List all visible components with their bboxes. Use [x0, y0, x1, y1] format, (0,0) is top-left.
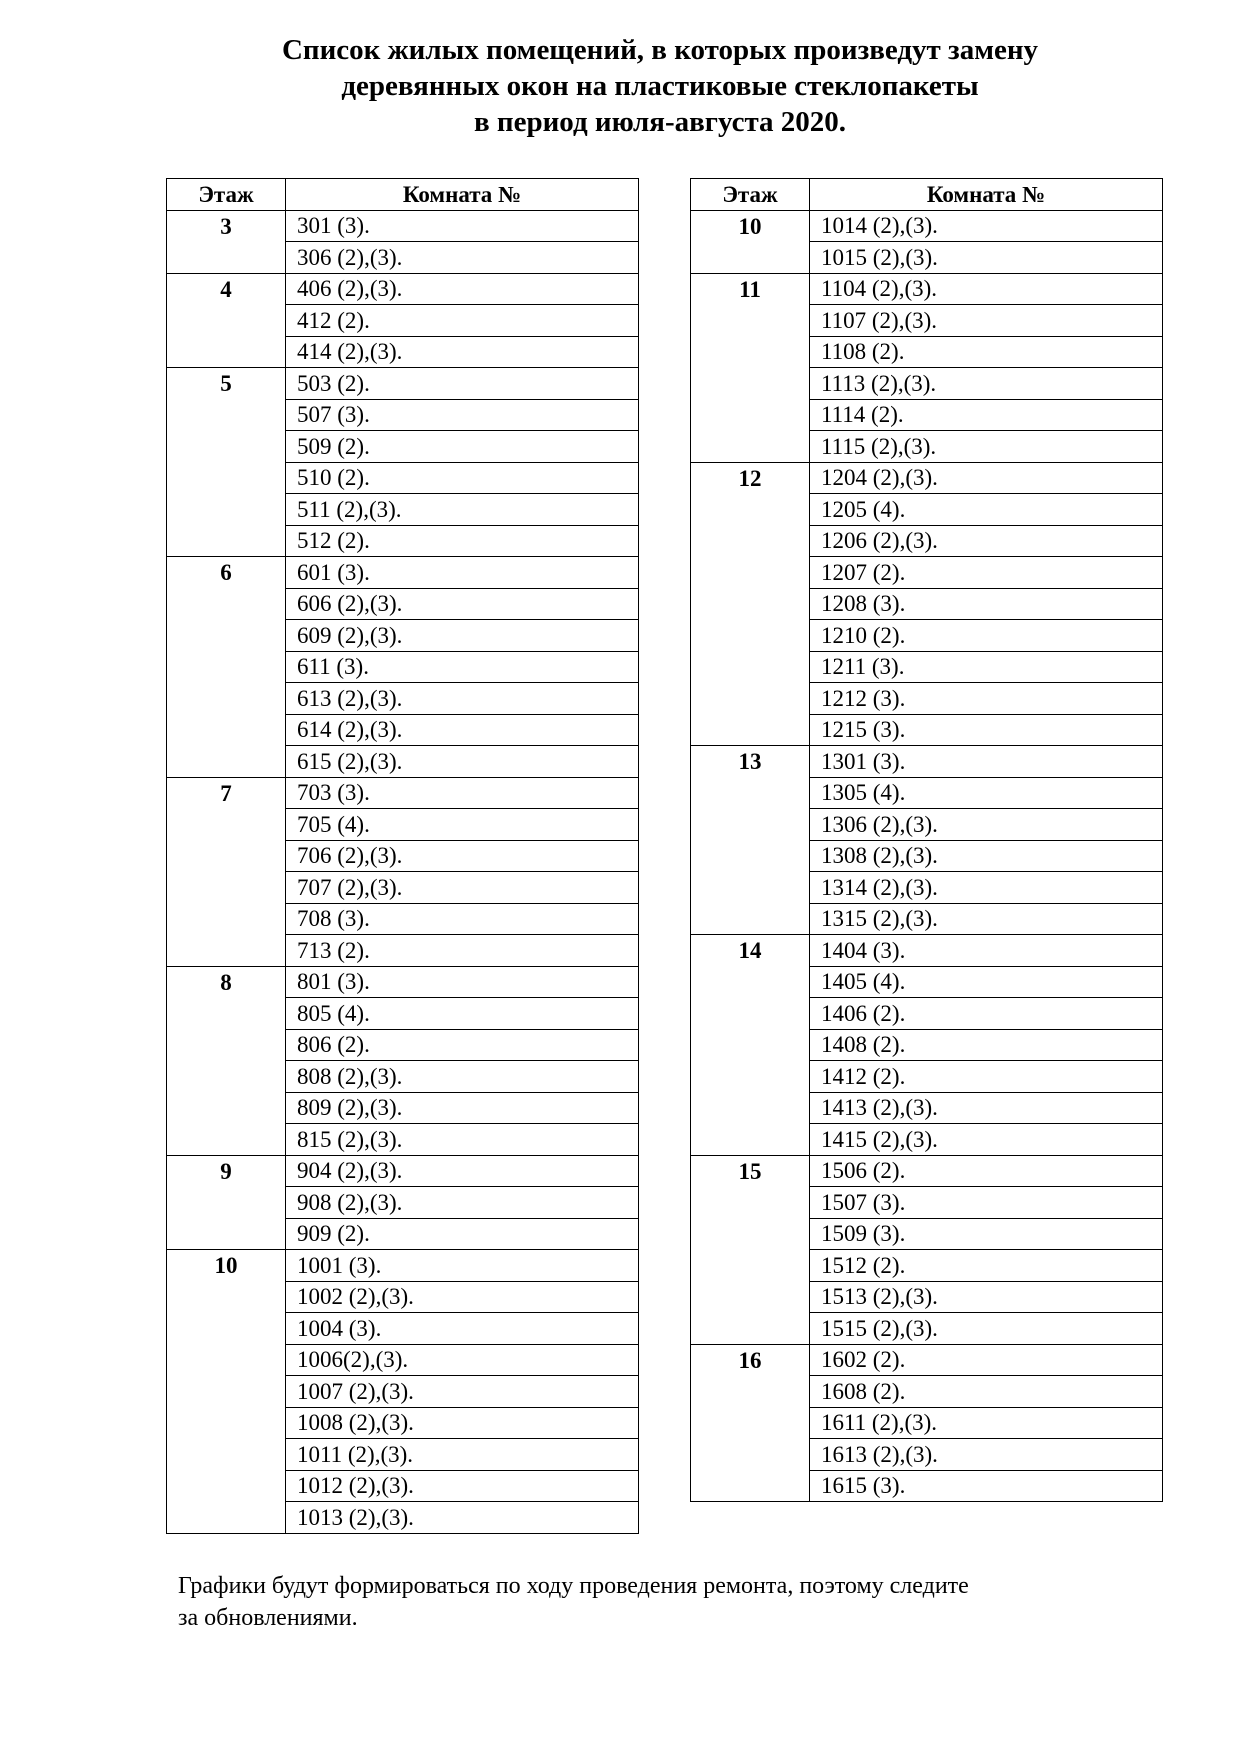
room-cell: 815 (2),(3).	[286, 1124, 639, 1156]
room-cell: 1315 (2),(3).	[810, 903, 1163, 935]
room-cell: 606 (2),(3).	[286, 588, 639, 620]
room-cell: 1611 (2),(3).	[810, 1407, 1163, 1439]
floor-cell: 7	[167, 777, 286, 966]
room-cell: 1406 (2).	[810, 998, 1163, 1030]
table-row	[691, 273, 1163, 305]
floor-cell: 10	[691, 210, 810, 273]
table-row	[691, 462, 1163, 494]
room-cell: 909 (2).	[286, 1218, 639, 1250]
table-row	[691, 1155, 1163, 1187]
footnote-line: Графики будут формироваться по ходу проведения ремонта, поэтому следите	[178, 1573, 969, 1599]
room-cell: 1306 (2),(3).	[810, 809, 1163, 841]
room-cell: 904 (2),(3).	[286, 1155, 639, 1187]
room-cell: 908 (2),(3).	[286, 1187, 639, 1219]
room-cell: 1107 (2),(3).	[810, 305, 1163, 337]
room-cell: 507 (3).	[286, 399, 639, 431]
room-cell: 806 (2).	[286, 1029, 639, 1061]
room-cell: 1004 (3).	[286, 1313, 639, 1345]
room-cell: 703 (3).	[286, 777, 639, 809]
room-cell: 1506 (2).	[810, 1155, 1163, 1187]
table-row	[691, 1344, 1163, 1376]
room-cell: 705 (4).	[286, 809, 639, 841]
room-cell: 1208 (3).	[810, 588, 1163, 620]
room-cell: 1002 (2),(3).	[286, 1281, 639, 1313]
room-cell: 306 (2),(3).	[286, 242, 639, 274]
floor-column-header: Этаж	[167, 179, 286, 211]
room-cell: 1207 (2).	[810, 557, 1163, 589]
room-cell: 1015 (2),(3).	[810, 242, 1163, 274]
room-cell: 801 (3).	[286, 966, 639, 998]
room-cell: 1014 (2),(3).	[810, 210, 1163, 242]
table-header-row	[167, 179, 639, 211]
table-row	[691, 935, 1163, 967]
room-cell: 611 (3).	[286, 651, 639, 683]
footnote	[178, 1570, 1178, 1634]
title-line: в период июля-августа 2020.	[473, 106, 847, 138]
room-cell: 1206 (2),(3).	[810, 525, 1163, 557]
room-cell: 609 (2),(3).	[286, 620, 639, 652]
room-cell: 1001 (3).	[286, 1250, 639, 1282]
room-cell: 1608 (2).	[810, 1376, 1163, 1408]
room-cell: 1509 (3).	[810, 1218, 1163, 1250]
room-cell: 615 (2),(3).	[286, 746, 639, 778]
document-title	[160, 32, 1160, 140]
room-cell: 1412 (2).	[810, 1061, 1163, 1093]
floor-cell: 11	[691, 273, 810, 462]
room-cell: 1008 (2),(3).	[286, 1407, 639, 1439]
room-column-header: Комната №	[286, 179, 639, 211]
floor-cell: 13	[691, 746, 810, 935]
room-cell: 1114 (2).	[810, 399, 1163, 431]
room-cell: 509 (2).	[286, 431, 639, 463]
room-cell: 301 (3).	[286, 210, 639, 242]
room-cell: 1013 (2),(3).	[286, 1502, 639, 1534]
room-cell: 1305 (4).	[810, 777, 1163, 809]
table-row	[167, 777, 639, 809]
room-cell: 1515 (2),(3).	[810, 1313, 1163, 1345]
room-cell: 1012 (2),(3).	[286, 1470, 639, 1502]
room-cell: 512 (2).	[286, 525, 639, 557]
room-cell: 601 (3).	[286, 557, 639, 589]
floor-cell: 3	[167, 210, 286, 273]
rooms-table-left	[166, 178, 639, 1534]
floor-cell: 9	[167, 1155, 286, 1250]
room-cell: 805 (4).	[286, 998, 639, 1030]
room-cell: 1007 (2),(3).	[286, 1376, 639, 1408]
table-header-row	[691, 179, 1163, 211]
rooms-table-right	[690, 178, 1163, 1502]
floor-cell: 5	[167, 368, 286, 557]
floor-cell: 12	[691, 462, 810, 746]
room-cell: 1215 (3).	[810, 714, 1163, 746]
room-cell: 1204 (2),(3).	[810, 462, 1163, 494]
room-cell: 406 (2),(3).	[286, 273, 639, 305]
room-cell: 1405 (4).	[810, 966, 1163, 998]
table-row	[691, 746, 1163, 778]
room-cell: 1205 (4).	[810, 494, 1163, 526]
table-row	[167, 557, 639, 589]
room-cell: 1513 (2),(3).	[810, 1281, 1163, 1313]
room-cell: 1512 (2).	[810, 1250, 1163, 1282]
room-cell: 1212 (3).	[810, 683, 1163, 715]
room-cell: 707 (2),(3).	[286, 872, 639, 904]
room-cell: 1408 (2).	[810, 1029, 1163, 1061]
room-cell: 1507 (3).	[810, 1187, 1163, 1219]
room-cell: 414 (2),(3).	[286, 336, 639, 368]
room-cell: 708 (3).	[286, 903, 639, 935]
table-row	[167, 1250, 639, 1282]
table-row	[167, 966, 639, 998]
room-cell: 412 (2).	[286, 305, 639, 337]
room-cell: 1404 (3).	[810, 935, 1163, 967]
floor-cell: 4	[167, 273, 286, 368]
room-cell: 1211 (3).	[810, 651, 1163, 683]
room-cell: 1413 (2),(3).	[810, 1092, 1163, 1124]
floor-cell: 15	[691, 1155, 810, 1344]
room-cell: 706 (2),(3).	[286, 840, 639, 872]
room-cell: 1613 (2),(3).	[810, 1439, 1163, 1471]
room-cell: 503 (2).	[286, 368, 639, 400]
room-cell: 510 (2).	[286, 462, 639, 494]
room-cell: 713 (2).	[286, 935, 639, 967]
room-cell: 1108 (2).	[810, 336, 1163, 368]
room-cell: 1006(2),(3).	[286, 1344, 639, 1376]
room-cell: 613 (2),(3).	[286, 683, 639, 715]
table-row	[167, 273, 639, 305]
floor-cell: 16	[691, 1344, 810, 1502]
floor-cell: 10	[167, 1250, 286, 1534]
room-cell: 1104 (2),(3).	[810, 273, 1163, 305]
room-cell: 1314 (2),(3).	[810, 872, 1163, 904]
room-cell: 511 (2),(3).	[286, 494, 639, 526]
room-cell: 614 (2),(3).	[286, 714, 639, 746]
table-row	[691, 210, 1163, 242]
room-cell: 1602 (2).	[810, 1344, 1163, 1376]
room-cell: 1308 (2),(3).	[810, 840, 1163, 872]
room-cell: 809 (2),(3).	[286, 1092, 639, 1124]
room-cell: 1301 (3).	[810, 746, 1163, 778]
floor-column-header: Этаж	[691, 179, 810, 211]
room-cell: 1011 (2),(3).	[286, 1439, 639, 1471]
floor-cell: 14	[691, 935, 810, 1156]
room-cell: 1115 (2),(3).	[810, 431, 1163, 463]
floor-cell: 6	[167, 557, 286, 778]
footnote-line: за обновлениями.	[178, 1605, 358, 1631]
title-line: деревянных окон на пластиковые стеклопакеты	[341, 70, 979, 102]
title-line: Список жилых помещений, в которых произведут замену	[281, 34, 1039, 66]
table-row	[167, 210, 639, 242]
table-row	[167, 1155, 639, 1187]
room-column-header: Комната №	[810, 179, 1163, 211]
table-row	[167, 368, 639, 400]
room-cell: 808 (2),(3).	[286, 1061, 639, 1093]
room-cell: 1415 (2),(3).	[810, 1124, 1163, 1156]
floor-cell: 8	[167, 966, 286, 1155]
room-cell: 1615 (3).	[810, 1470, 1163, 1502]
room-cell: 1210 (2).	[810, 620, 1163, 652]
room-cell: 1113 (2),(3).	[810, 368, 1163, 400]
